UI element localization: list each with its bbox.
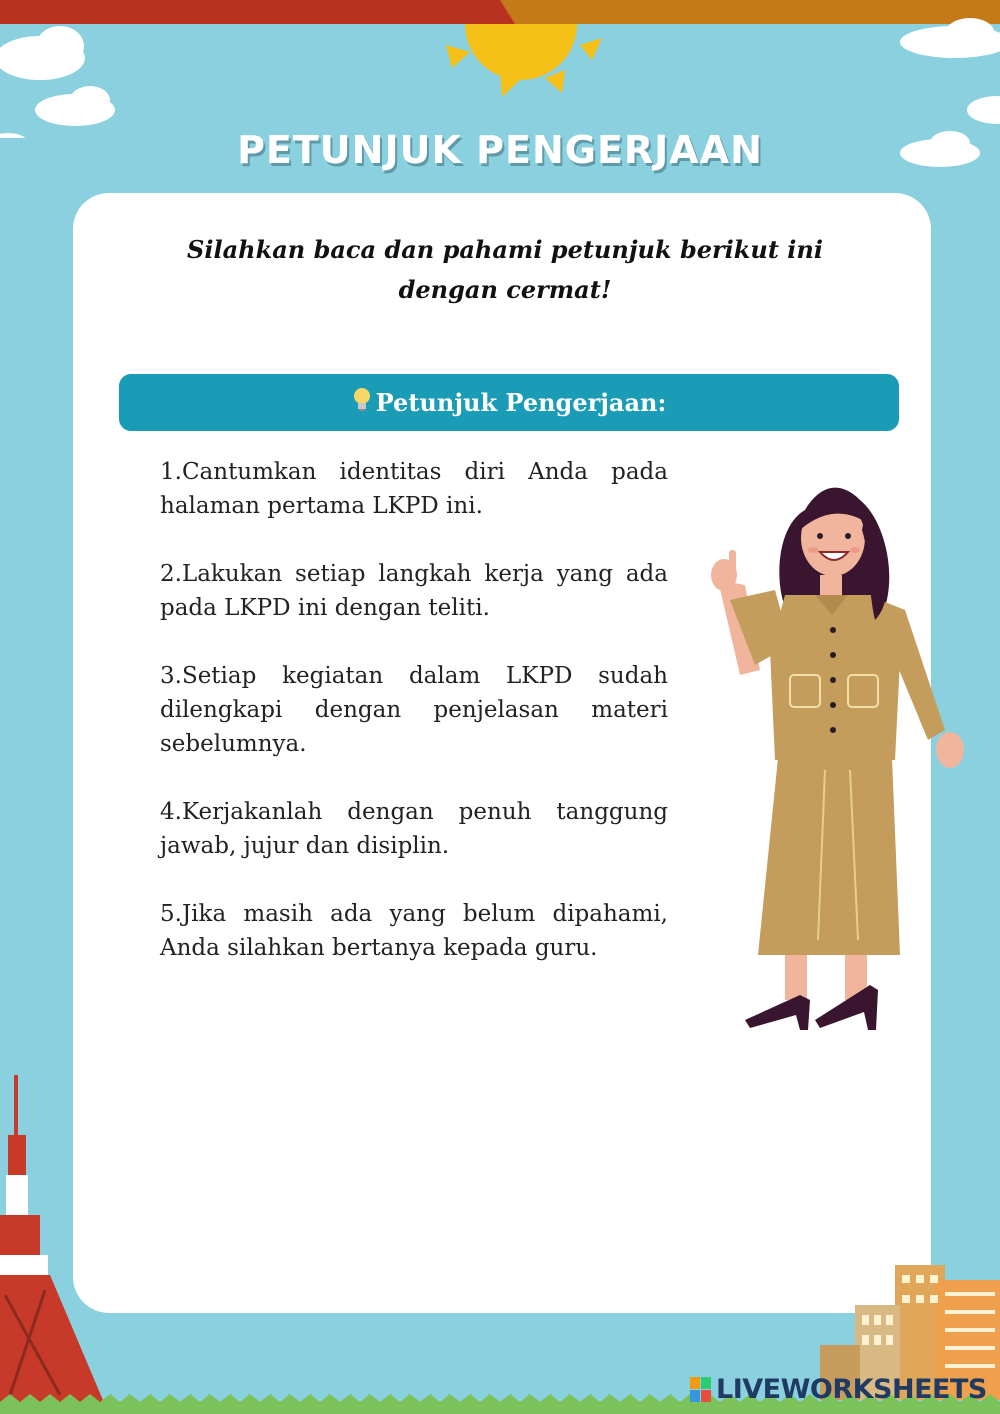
list-item: 2.Lakukan setiap langkah kerja yang ada pada LKPD ini dengan teliti. [160, 561, 668, 621]
lightbulb-icon [352, 387, 372, 419]
tower-illustration [0, 1075, 110, 1405]
banner-label: Petunjuk Pengerjaan: [375, 388, 667, 417]
intro-text: Silahkan baca dan pahami petunjuk berikut ini dengan cermat! [187, 235, 823, 304]
teacher-illustration [700, 470, 970, 1035]
list-item: 1.Cantumkan identitas diri Anda pada halaman pertama LKPD ini. [160, 459, 668, 519]
list-item: 5.Jika masih ada yang belum dipahami, Anda silahkan bertanya kepada guru. [160, 901, 668, 961]
page-title: PETUNJUK PENGERJAAN [237, 128, 763, 172]
instruction-list [160, 455, 668, 999]
list-item: 3.Setiap kegiatan dalam LKPD sudah dilengkapi dengan penjelasan materi sebelumnya. [160, 663, 668, 757]
sun-icon [440, 0, 610, 100]
list-item: 4.Kerjakanlah dengan penuh tanggung jawab, jujur dan disiplin. [160, 799, 668, 859]
liveworksheets-logo-icon [690, 1377, 712, 1403]
cloud-icon [0, 18, 150, 138]
liveworksheets-brand[interactable]: LIVEWORKSHEETS [716, 1374, 987, 1405]
instructions-banner [119, 374, 899, 431]
